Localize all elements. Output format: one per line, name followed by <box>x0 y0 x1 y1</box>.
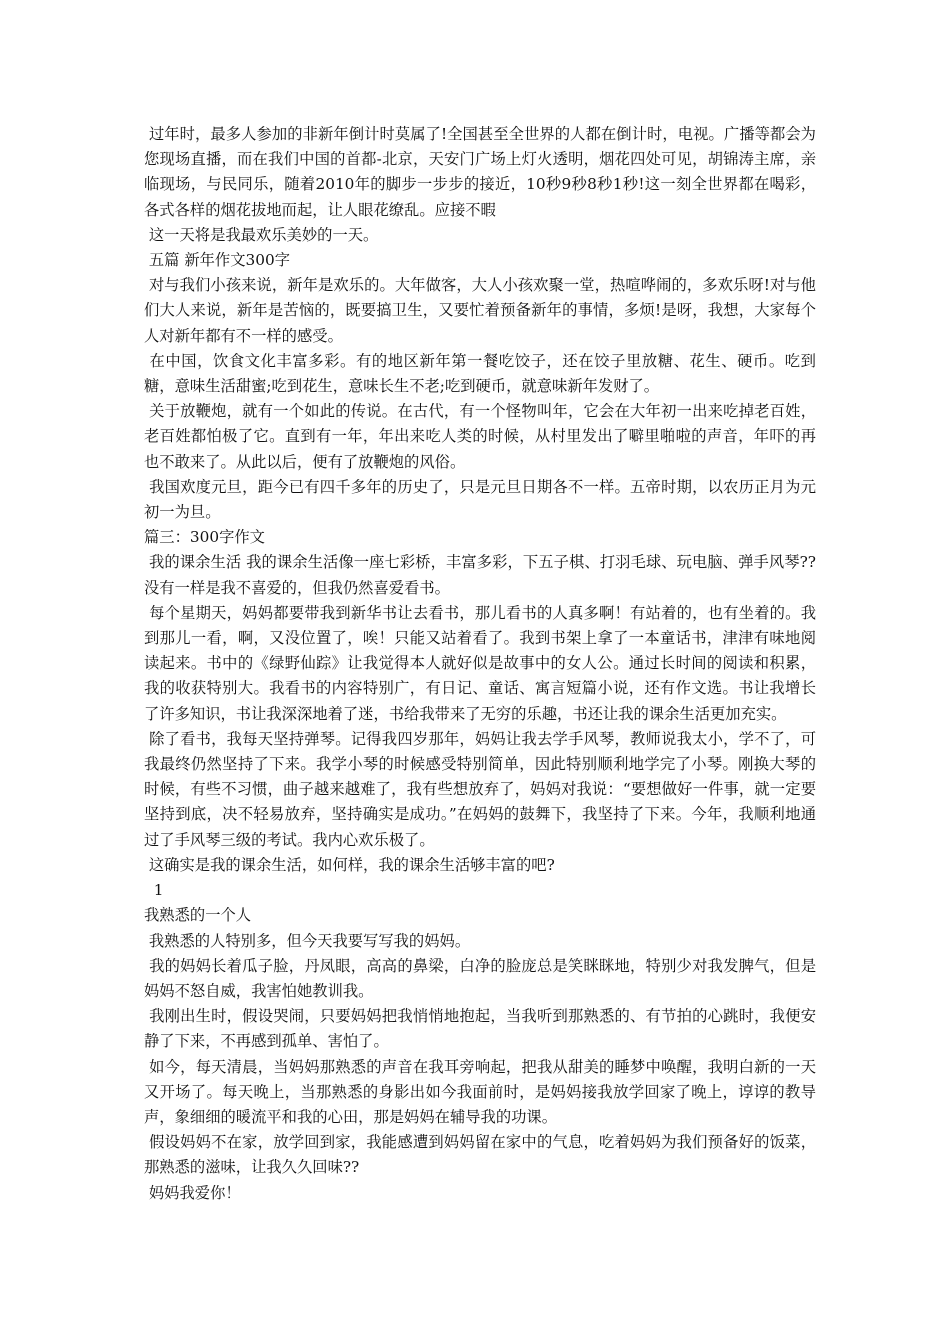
paragraph-happiest-day: 这一天将是我最欢乐美妙的一天。 <box>144 225 379 244</box>
paragraph-after-school-life: 我的课余生活 我的课余生活像一座七彩桥，丰富多彩，下五子棋、打羽毛球、玩电脑、弹手风琴??没有一样是我不喜爱的，但我仍然喜爱看书。 <box>144 553 816 597</box>
paragraph-love-you: 妈妈我爱你！ <box>144 1183 241 1202</box>
paragraph-my-mother-intro: 我熟悉的人特别多，但今天我要写写我的妈妈。 <box>144 931 471 950</box>
page-number: 1 <box>144 881 164 900</box>
paragraph-daily-routine: 如今，每天清晨，当妈妈那熟悉的声音在我耳旁响起，把我从甜美的睡梦中唤醒，我明白新的一天又开场了。每天晚上，当那熟悉的身影出如今我面前时，是妈妈接我放学回家了晚上，谆谆的教导声，象细细的暖流平和我的心田，那是妈妈在辅导我的功课。 <box>144 1057 816 1126</box>
paragraph-mother-away: 假设妈妈不在家，放学回到家，我能感遭到妈妈留在家中的气息，吃着妈妈为我们预备好的饭菜，那熟悉的滋味，让我久久回味?? <box>144 1133 816 1177</box>
paragraph-reading: 每个星期天，妈妈都要带我到新华书让去看书，那儿看书的人真多啊！有站着的，也有坐着的。我到那儿一看，啊，又没位置了，唉！只能又站着看了。我到书架上拿了一本童话书，津津有味地阅读起来。书中的《绿野仙踪》让我觉得本人就好似是故事中的女人公。通过长时间的阅读和积累，我的收获特别大。我看书的内容特别广，有日记、童话、寓言短篇小说，还有作文选。书让我增长了许多知识，书让我深深地着了迷，书给我带来了无穷的乐趣，书还让我的课余生活更加充实。 <box>144 603 816 723</box>
paragraph-mother-appearance: 我的妈妈长着瓜子脸，丹凤眼，高高的鼻梁，白净的脸庞总是笑眯眯地，特别少对我发脾气，但是妈妈不怒自威，我害怕她教训我。 <box>144 956 816 1000</box>
paragraph-firecrackers: 关于放鞭炮，就有一个如此的传说。在古代，有一个怪物叫年，它会在大年初一出来吃掉老百姓，老百姓都怕极了它。直到有一年，年出来吃人类的时候，从村里发出了噼里啪啦的声音，年吓的再也不敢来了。从此以后，便有了放鞭炮的风俗。 <box>144 402 816 471</box>
paragraph-newborn: 我刚出生时，假设哭闹，只要妈妈把我悄悄地抱起，当我听到那熟悉的、有节拍的心跳时，我便安静了下来，不再感到孤单、害怕了。 <box>144 1007 816 1051</box>
paragraph-new-year-countdown: 过年时，最多人参加的非新年倒计时莫属了!全国甚至全世界的人都在倒计时，电视。广播等都会为您现场直播，而在我们中国的首都-北京，天安门广场上灯火透明，烟花四处可见，胡锦涛主席，亲临现场，与民同乐，随着2010年的脚步一步步的接近，10秒9秒8秒1秒!这一刻全世界都在喝彩，各式各样的烟花拔地而起，让人眼花缭乱。应接不暇 <box>144 125 816 219</box>
paragraph-rich-life: 这确实是我的课余生活，如何样，我的课余生活够丰富的吧? <box>144 855 555 874</box>
paragraph-accordion: 除了看书，我每天坚持弹琴。记得我四岁那年，妈妈让我去学手风琴，教师说我太小，学不了，可我最终仍然坚持了下来。我学小琴的时候感受特别简单，因此特别顺利地学完了小琴。刚换大琴的时候，有些不习惯，曲子越来越难了，我有些想放弃了，妈妈对我说：“要想做好一件事，就一定要坚持到底，决不轻易放弃，坚持确实是成功。”在妈妈的鼓舞下，我坚持了下来。今年，我顺利地通过了手风琴三级的考试。我内心欢乐极了。 <box>144 729 816 849</box>
section-heading-five: 五篇 新年作文300字 <box>144 251 291 270</box>
section-heading-three: 篇三：300字作文 <box>144 528 265 547</box>
paragraph-yuandan: 我国欢度元旦，距今已有四千多年的历史了，只是元旦日期各不一样。五帝时期，以农历正月为元初一为旦。 <box>144 477 816 522</box>
essay-title-familiar-person: 我熟悉的一个人 <box>144 906 252 925</box>
document-body <box>144 122 816 1206</box>
paragraph-new-year-feelings: 对与我们小孩来说，新年是欢乐的。大年做客，大人小孩欢聚一堂，热喧哗闹的，多欢乐呀!对与他们大人来说，新年是苦恼的，既要搞卫生，又要忙着预备新年的事情，多烦!是呀，我想，大家每个人对新年都有不一样的感受。 <box>144 276 816 345</box>
paragraph-food-culture: 在中国，饮食文化丰富多彩。有的地区新年第一餐吃饺子，还在饺子里放糖、花生、硬币。吃到糖，意味生活甜蜜;吃到花生，意味长生不老;吃到硬币，就意味新年发财了。 <box>144 351 816 396</box>
